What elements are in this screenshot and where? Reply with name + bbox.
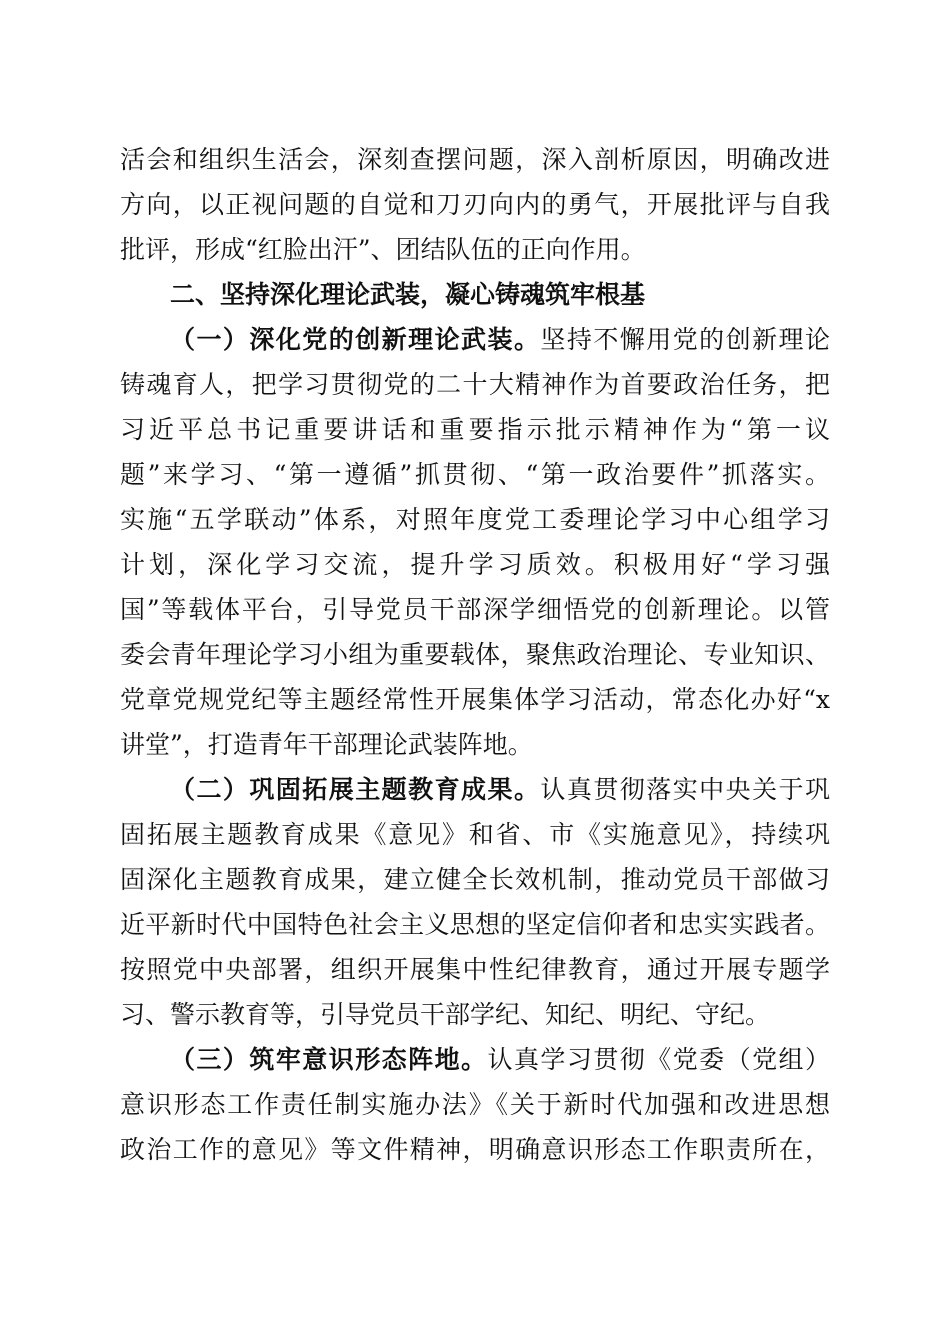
paragraph-line: 近平新时代中国特色社会主义思想的坚定信仰者和忠实实践者。 [120, 910, 830, 939]
paragraph-line: 计划，深化学习交流，提升学习质效。积极用好“学习强 [120, 550, 830, 579]
paragraph-line: 活会和组织生活会，深刻查摆问题，深入剖析原因，明确改进 [120, 145, 830, 174]
paragraph-line: 习、警示教育等，引导党员干部学纪、知纪、明纪、守纪。 [120, 1000, 771, 1029]
subsection-first-line [170, 1040, 830, 1080]
subsection-text: 认真学习贯彻《党委（党组） [487, 1045, 830, 1074]
subsection-title: （二）巩固拓展主题教育成果。 [170, 775, 541, 804]
paragraph-line: 固深化主题教育成果，建立健全长效机制，推动党员干部做习 [120, 865, 830, 894]
paragraph-line: 国”等载体平台，引导党员干部深学细悟党的创新理论。以管 [120, 595, 830, 624]
section-heading: 二、坚持深化理论武装，凝心铸魂筑牢根基 [170, 280, 646, 309]
subsection-first-line [170, 770, 830, 810]
paragraph-line: 铸魂育人，把学习贯彻党的二十大精神作为首要政治任务，把 [120, 370, 830, 399]
paragraph-line: 按照党中央部署，组织开展集中性纪律教育，通过开展专题学 [120, 955, 830, 984]
subsection-title: （一）深化党的创新理论武装。 [170, 325, 541, 354]
paragraph-line: 固拓展主题教育成果《意见》和省、市《实施意见》，持续巩 [120, 820, 830, 849]
paragraph-line: 习近平总书记重要讲话和重要指示批示精神作为“第一议 [120, 415, 830, 444]
paragraph-line: 委会青年理论学习小组为重要载体，聚焦政治理论、专业知识、 [120, 640, 830, 669]
paragraph-line: 方向，以正视问题的自觉和刀刃向内的勇气，开展批评与自我 [120, 190, 830, 219]
paragraph-line: 批评，形成“红脸出汗”、团结队伍的正向作用。 [120, 235, 646, 264]
paragraph-line: 实施“五学联动”体系，对照年度党工委理论学习中心组学习 [120, 505, 830, 534]
paragraph-line: 意识形态工作责任制实施办法》《关于新时代加强和改进思想 [120, 1090, 830, 1119]
subsection-text: 坚持不懈用党的创新理论 [540, 325, 830, 354]
subsection-text: 认真贯彻落实中央关于巩 [540, 775, 830, 804]
paragraph-line: 政治工作的意见》等文件精神，明确意识形态工作职责所在， [120, 1135, 830, 1164]
paragraph-line: 题”来学习、“第一遵循”抓贯彻、“第一政治要件”抓落实。 [120, 460, 830, 489]
paragraph-line: 讲堂”，打造青年干部理论武装阵地。 [120, 730, 533, 759]
paragraph-line: 党章党规党纪等主题经常性开展集体学习活动，常态化办好“x [120, 685, 830, 714]
subsection-title: （三）筑牢意识形态阵地。 [170, 1045, 488, 1074]
subsection-first-line [170, 320, 830, 360]
